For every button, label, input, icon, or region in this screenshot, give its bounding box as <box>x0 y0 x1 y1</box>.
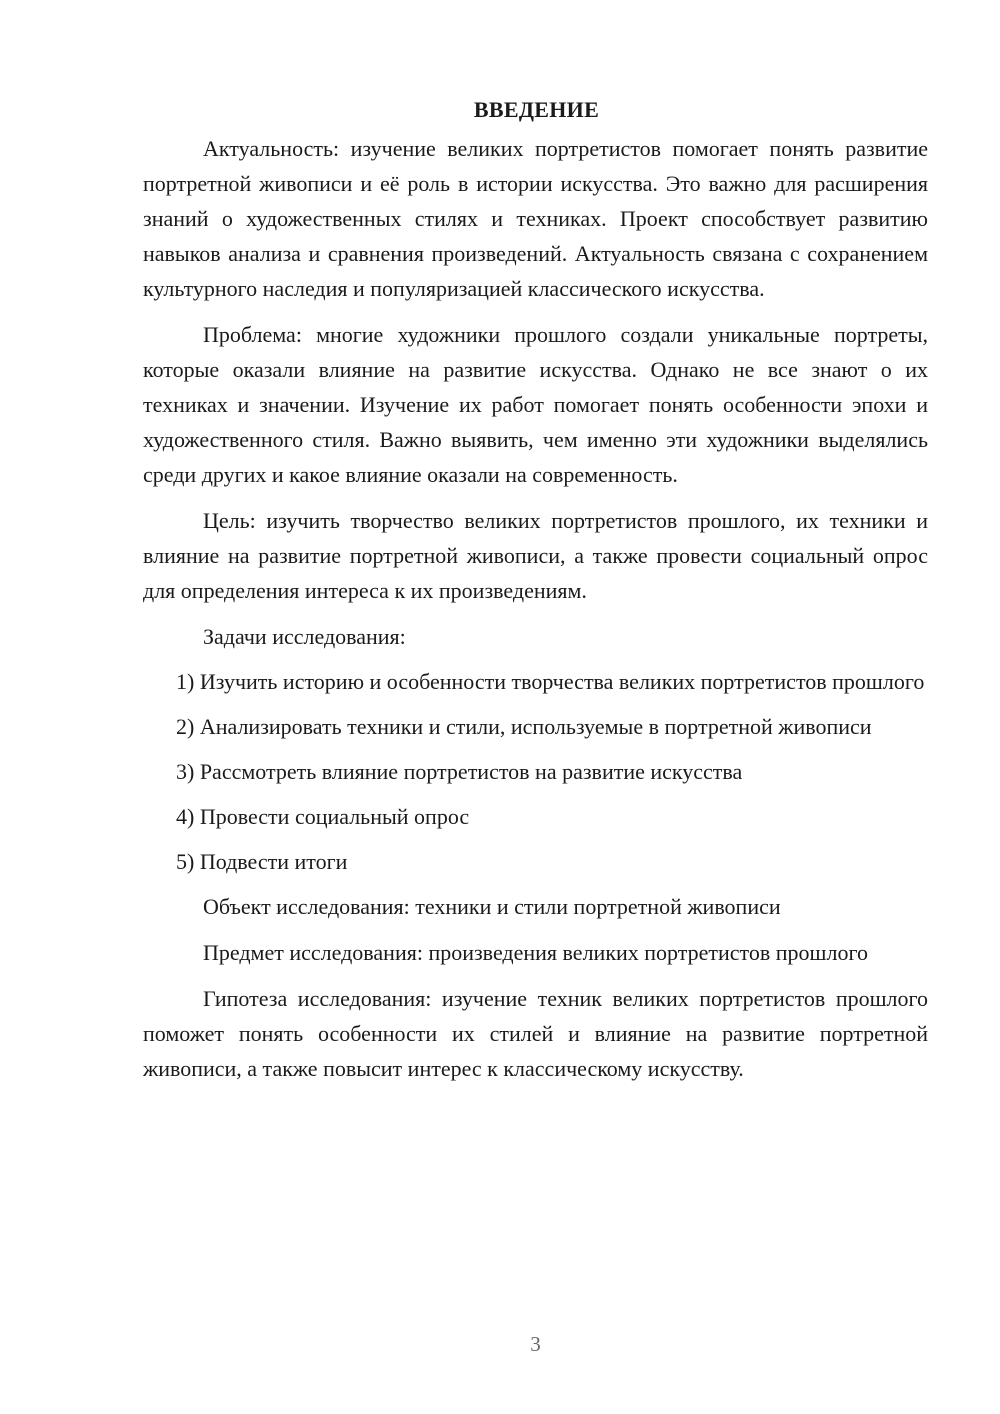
hypothesis-paragraph: Гипотеза исследования: изучение техник великих портретистов прошлого поможет понять особенности их стилей и влияние на развитие портретной живописи, а также повысит интерес к классическому искусству. <box>143 986 928 1081</box>
list-item: 3) Рассмотреть влияние портретистов на развитие искусства <box>176 759 743 784</box>
page-title: ВВЕДЕНИЕ <box>473 97 600 122</box>
list-item: 4) Провести социальный опрос <box>176 804 470 829</box>
goal-paragraph: Цель: изучить творчество великих портретистов прошлого, их техники и влияние на развитие портретной живописи, а также провести социальный опрос для определения интереса к их произведениям. <box>143 508 928 603</box>
relevance-paragraph: Актуальность: изучение великих портретистов помогает понять развитие портретной живописи и её роль в истории искусства. Это важно для расширения знаний о художественных стилях и техниках. Проект способствует развитию навыков анализа и сравнения произведений. Актуальность связана с сохранением культурного наследия и популяризацией классического искусства. <box>143 136 928 301</box>
page-number: 3 <box>530 1332 541 1356</box>
list-item: 2) Анализировать техники и стили, используемые в портретной живописи <box>176 714 872 739</box>
object-paragraph: Объект исследования: техники и стили портретной живописи <box>203 894 781 919</box>
tasks-heading: Задачи исследования: <box>203 624 406 649</box>
page-content <box>143 92 928 1097</box>
tasks-list <box>143 664 928 879</box>
problem-paragraph: Проблема: многие художники прошлого создали уникальные портреты, которые оказали влияние на развитие искусства. Однако не все знают о их техниках и значении. Изучение их работ помогает понять особенности эпохи и художественного стиля. Важно выявить, чем именно эти художники выделялись среди других и какое влияние оказали на современность. <box>143 322 928 487</box>
list-item: 5) Подвести итоги <box>176 849 348 874</box>
list-item: 1) Изучить историю и особенности творчества великих портретистов прошлого <box>176 669 925 694</box>
subject-paragraph: Предмет исследования: произведения великих портретистов прошлого <box>203 940 868 965</box>
